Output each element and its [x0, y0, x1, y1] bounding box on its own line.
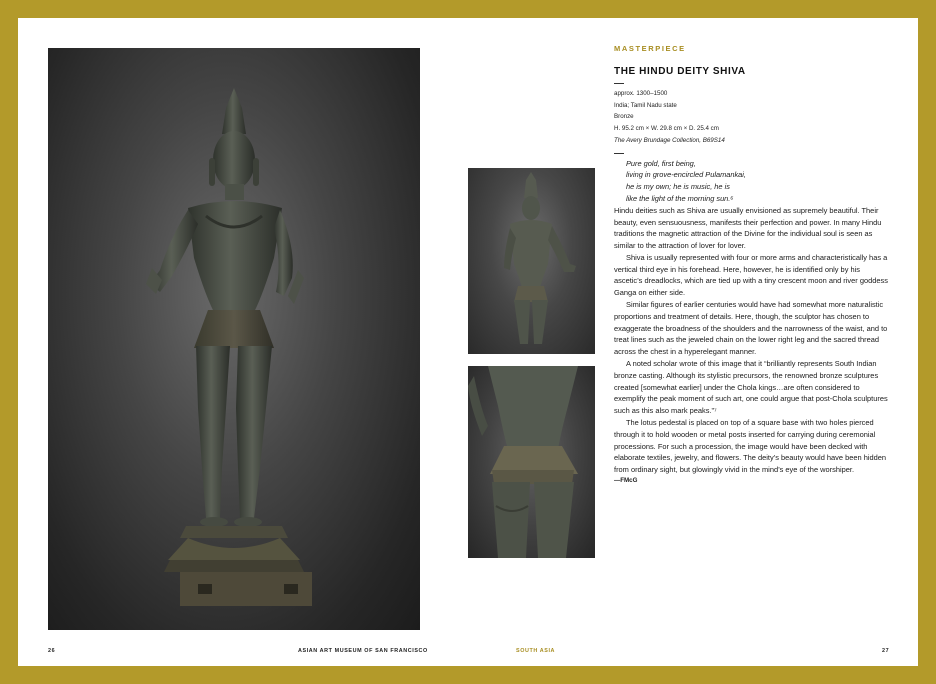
- shiva-back-view-photo: [468, 168, 595, 354]
- right-folio: 27: [882, 648, 890, 654]
- shiva-waist-detail-photo: [468, 366, 595, 558]
- article-body: [614, 205, 890, 476]
- object-credit: The Avery Brundage Collection, B69S14: [614, 136, 725, 144]
- poem-quote: [614, 158, 890, 205]
- poem-line: living in grove-encircled Pulamankai,: [626, 170, 746, 180]
- body-paragraph: Shiva is usually represented with four or more arms and characteristically has a vertical third eye in his forehead. Here, however, he is identified only by his ascetic’s dreadlocks, which are tied up with a tiny crescent moon and river goddess Ganga on either side.: [614, 252, 888, 298]
- object-dimensions: H. 95.2 cm × W. 29.8 cm × D. 25.4 cm: [614, 125, 719, 133]
- left-folio: 26: [48, 648, 56, 654]
- poem-line: he is my own; he is music, he is: [626, 182, 730, 192]
- book-spread: [18, 18, 918, 666]
- left-running-head: ASIAN ART MUSEUM OF SAN FRANCISCO: [298, 648, 428, 654]
- object-metadata: [614, 88, 890, 147]
- poem-line: like the light of the morning sun.⁶: [626, 193, 734, 203]
- body-paragraph: Hindu deities such as Shiva are usually envisioned as supremely beautiful. Their beauty, even sensuousness, manifests their perfection and power. In many Hindu traditions the magnetic attraction of the Divine for the individual soul is seen as similar to the attraction of lover for lover.: [614, 205, 882, 251]
- body-paragraph: The lotus pedestal is placed on top of a square base with two holes pierced through it to hold wooden or metal posts inserted for carrying during ceremonial processions. For such a procession, the image would have been decked with elaborate textiles, jewelry, and flowers. The deity’s beauty would have been hidden from ordinary sight, but glowingly vivid in the mind’s eye of the worshiper.: [614, 418, 887, 475]
- object-date: approx. 1300–1500: [614, 90, 668, 97]
- meta-rule: [614, 153, 624, 154]
- body-paragraph: A noted scholar wrote of this image that it “brilliantly represents South Indian bronze casting. Although its stylistic precursors, the renowned bronze sculptures created [somewhat earlier] under the Chola kings…are often considered to exemplify the peak moment of such art, one could argue that post-Chola sculptures such as this also mark peaks.”⁷: [614, 359, 888, 416]
- author-signature: —FMcG: [614, 477, 638, 485]
- object-material: Bronze: [614, 113, 634, 121]
- title-rule: [614, 83, 624, 84]
- article-text-column: [614, 44, 890, 486]
- body-paragraph: Similar figures of earlier centuries would have had somewhat more naturalistic proportions and treatment of details. Here, though, the sculptor has chosen to exaggerate the broadness of the shoulders and the narrowness of the waist, and to treat lines such as the jeweled chain on the lower right leg and the sacred thread across the chest in a hyperelegant manner.: [614, 300, 888, 357]
- shiva-sculpture-photo: [48, 48, 420, 630]
- right-section-name: SOUTH ASIA: [516, 648, 556, 654]
- poem-line: Pure gold, first being,: [626, 158, 696, 168]
- section-kicker: MASTERPIECE: [614, 44, 686, 53]
- article-title: THE HINDU DEITY SHIVA: [614, 66, 746, 77]
- object-place: India; Tamil Nadu state: [614, 101, 677, 109]
